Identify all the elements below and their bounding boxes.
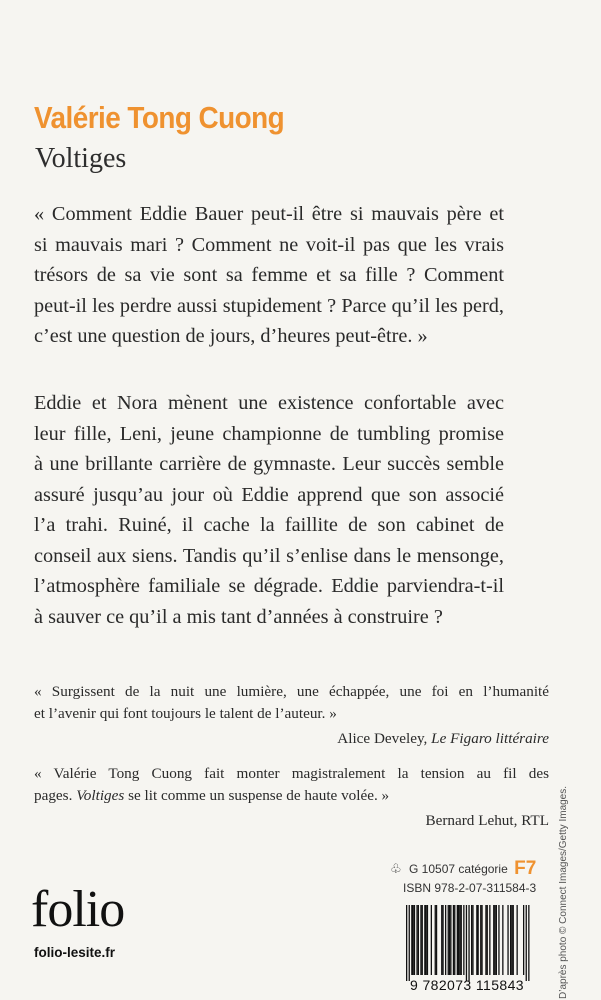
barcode-bar xyxy=(418,905,419,975)
barcode-bar xyxy=(406,905,407,981)
barcode-bar xyxy=(448,905,449,975)
review-line: et l’avenir qui font toujours le talent de l’auteur. » xyxy=(34,705,337,722)
book-title-italic: Voltiges xyxy=(76,787,125,804)
summary-line: l’atmosphère familiale se dégrade. Eddie parviendra-t-il xyxy=(34,575,504,597)
barcode-bar xyxy=(445,905,446,975)
folio-symbol-icon: ♧ xyxy=(390,861,402,876)
barcode-bar xyxy=(471,905,472,975)
quote-line: si mauvais mari ? Comment ne voit-il pas que les vrais xyxy=(34,233,504,256)
barcode-bar xyxy=(420,905,421,975)
barcode-bar xyxy=(478,905,479,975)
press-review xyxy=(34,763,549,832)
barcode-bar xyxy=(422,905,423,975)
barcode-bar xyxy=(517,905,518,975)
category-code: F7 xyxy=(514,858,537,879)
outlet-name: Le Figaro littéraire xyxy=(431,730,549,747)
isbn-barcode xyxy=(398,905,536,993)
summary-line: conseil aux siens. Tandis qu’il s’enlise dans le mensonge, xyxy=(34,544,504,567)
folio-logo: folio xyxy=(31,881,125,938)
catalog-code: G 10507 xyxy=(409,862,456,876)
summary-line: assuré jusqu’au jour où Eddie apprend que son associé xyxy=(34,483,504,506)
summary-line: leur fille, Leni, jeune championne de tumbling promise xyxy=(34,422,504,445)
review-attribution xyxy=(34,728,549,750)
quote-line: c’est une question de jours, d’heures peut-être. » xyxy=(34,325,428,347)
barcode-bar xyxy=(526,905,527,981)
barcode-bar xyxy=(511,905,512,975)
barcode-bar xyxy=(416,905,417,975)
review-attribution: Bernard Lehut, RTL xyxy=(425,812,549,829)
barcode-bar xyxy=(468,905,469,981)
barcode-bar xyxy=(435,905,436,975)
quote-line: trésors de sa vie sont sa femme et sa fille ? Comment xyxy=(34,264,504,286)
summary-line: à sauver ce qu’il a mis tant d’années à construire ? xyxy=(34,605,443,628)
barcode-bar xyxy=(494,905,495,975)
book-title: Voltiges xyxy=(35,143,127,174)
barcode-bar xyxy=(453,905,454,975)
barcode-bar xyxy=(493,905,494,975)
review-line: « Surgissent de la nuit une lumière, une échappée, une foi en l’humanité xyxy=(34,683,549,700)
review-text: pages. xyxy=(34,787,73,804)
barcode-bar xyxy=(427,905,428,975)
isbn: ISBN 978-2-07-311584-3 xyxy=(403,881,537,895)
barcode-bar xyxy=(463,905,464,975)
barcode-bar xyxy=(498,905,499,975)
barcode-bar xyxy=(507,905,508,975)
barcode-bar xyxy=(454,905,455,975)
barcode-bar xyxy=(496,905,497,975)
press-review xyxy=(34,681,549,750)
catalog-line xyxy=(390,858,536,880)
critic-name: Alice Develey, xyxy=(337,730,428,747)
barcode-bar xyxy=(502,905,503,975)
barcode-bar xyxy=(513,905,514,975)
barcode-bar xyxy=(489,905,490,975)
barcode-bar xyxy=(450,905,451,975)
quote-line: peut-il les perdre aussi stupidement ? Parce qu’il les perd, xyxy=(34,294,504,317)
barcode-bar xyxy=(466,905,467,981)
barcode-bar xyxy=(476,905,477,975)
barcode-bar xyxy=(414,905,415,975)
barcode-bar xyxy=(472,905,473,975)
barcode-bar xyxy=(442,905,443,975)
review-text: se lit comme un suspense de haute volée. » xyxy=(128,787,390,804)
barcode-bar xyxy=(449,905,450,975)
barcode-bar xyxy=(480,905,481,975)
opening-quote xyxy=(34,199,504,352)
barcode-bar xyxy=(457,905,458,975)
barcode-digits: 9 782073 115843 xyxy=(410,977,524,993)
summary-line: à une brillante carrière de gymnaste. Leur succès semble xyxy=(34,453,504,475)
book-summary xyxy=(34,388,504,632)
quote-line: « Comment Eddie Bauer peut-il être si mauvais père et xyxy=(34,203,504,225)
barcode-bar xyxy=(413,905,414,975)
barcode-bar xyxy=(487,905,488,975)
barcode-bar xyxy=(431,905,432,975)
barcode-bar xyxy=(436,905,437,975)
barcode-bar xyxy=(528,905,529,981)
category-label: catégorie xyxy=(458,862,508,876)
barcode-bar xyxy=(424,905,425,975)
photo-credit: D’après photo © Connect Images/Getty Images. xyxy=(558,785,569,999)
barcode-bar xyxy=(481,905,482,975)
barcode-bar xyxy=(409,905,410,981)
review-line xyxy=(34,785,549,807)
summary-line: l’a trahi. Ruiné, il cache la faillite de son cabinet de xyxy=(34,514,504,536)
barcode-bar xyxy=(485,905,486,975)
barcode-bar xyxy=(510,905,511,975)
author-name: Valérie Tong Cuong xyxy=(34,100,285,135)
barcode-bar xyxy=(459,905,460,975)
barcode-bar xyxy=(523,905,524,975)
review-line: « Valérie Tong Cuong fait monter magistralement la tension au fil des xyxy=(34,765,549,782)
barcode-bar xyxy=(441,905,442,975)
barcode-bars xyxy=(406,905,530,981)
barcode-bar xyxy=(458,905,459,975)
barcode-bar xyxy=(426,905,427,975)
summary-line: Eddie et Nora mènent une existence confortable avec xyxy=(34,392,504,414)
publisher-website: folio-lesite.fr xyxy=(34,945,116,960)
barcode-bar xyxy=(461,905,462,975)
barcode-bar xyxy=(411,905,412,975)
